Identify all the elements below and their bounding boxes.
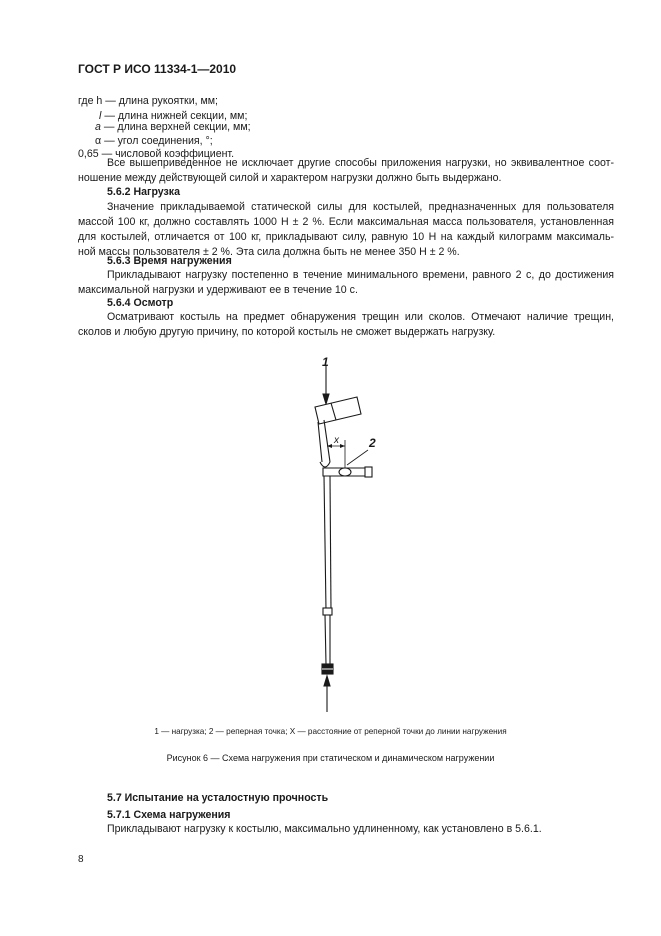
text-line: Прикладывают нагрузку постепенно в течение минимального времени, равного 2 с, до достижения [107, 269, 614, 281]
legend-text: — длина нижней секции, мм; [104, 110, 248, 122]
legend-text: — длина верхней секции, мм; [103, 121, 251, 133]
label-1: 1 [322, 355, 329, 369]
label-x: x [334, 435, 339, 446]
page-header: ГОСТ Р ИСО 11334-1—2010 [78, 62, 237, 76]
legend-symbol: l [99, 110, 102, 122]
top-load-arrow-head [323, 394, 329, 404]
label-2: 2 [369, 436, 376, 450]
text-line: Прикладывают нагрузку к костылю, максимально удлиненному, как установлено в 5.6.1. [107, 823, 542, 835]
crutch-junction [320, 462, 330, 467]
text-line: ношение между действующей силой и характером нагрузки должно быть выдержано. [78, 172, 502, 184]
text-line: максимальной нагрузки и удерживают ее в течение 10 с. [78, 284, 358, 296]
adjustment-clip [323, 608, 332, 615]
section-heading-5-7: 5.7 Испытание на усталостную прочность [107, 792, 329, 804]
legend-symbol: где h [78, 95, 103, 107]
text-line: массой 100 кг, должно составлять 1000 Н ± 2 %. Если максимальная масса пользователя, установленная [78, 216, 614, 228]
section-heading-5-6-4: 5.6.4 Осмотр [107, 297, 174, 309]
lower-shaft-right [330, 476, 331, 610]
text-line: Значение прикладываемой статической силы для костылей, предназначенных для пользователя [107, 201, 614, 213]
paragraph-5-7-1 [107, 822, 614, 837]
upper-section-left [318, 422, 322, 462]
handle-end-cap [365, 467, 372, 477]
legend-text: — угол соединения, °; [104, 135, 213, 147]
legend-text: — длина рукоятки, мм; [105, 95, 219, 107]
text-line: ной массы пользователя ± 2 %. Эта сила должна быть не менее 350 Н ± 2 %. [78, 246, 460, 258]
section-heading-5-6-3: 5.6.3 Время нагружения [107, 255, 232, 267]
reference-point-marker [339, 468, 351, 476]
inner-shaft-left [325, 615, 326, 664]
figure-caption: Рисунок 6 — Схема нагружения при статическом и динамическом нагружении [166, 753, 495, 763]
lower-shaft-left [324, 476, 326, 610]
bottom-load-arrow-head [324, 676, 330, 686]
crutch-cuff [315, 397, 361, 424]
text-line: сколов и любую другую причину, по которой костыль не сможет выдержать нагрузку. [78, 326, 496, 338]
text-line: Осматривают костыль на предмет обнаружения трещин или сколов. Отмечают наличие трещин, [107, 311, 614, 323]
label-2-leader [347, 450, 368, 465]
dimension-x-arrow-right [340, 444, 345, 448]
upper-section-right [324, 420, 330, 462]
page-number: 8 [78, 854, 84, 865]
legend-text: — числовой коэффициент. [101, 148, 235, 160]
legend-symbol: α [95, 135, 102, 147]
legend-symbol: a [95, 121, 101, 133]
text-line: Все вышеприведенное не исключает другие способы приложения нагрузки, но эквивалентное соот- [107, 157, 614, 169]
section-heading-5-7-1: 5.7.1 Схема нагружения [107, 809, 231, 821]
figure-legend-note: 1 — нагрузка; 2 — реперная точка; X — расстояние от реперной точки до линии нагружения [154, 727, 507, 736]
section-heading-5-6-2: 5.6.2 Нагрузка [107, 186, 181, 198]
legend-symbol: 0,65 [78, 148, 99, 160]
text-line: для костылей, отличается от 100 кг, прикладывают силу, равную 10 Н на каждый килограмм максималь- [78, 231, 614, 243]
